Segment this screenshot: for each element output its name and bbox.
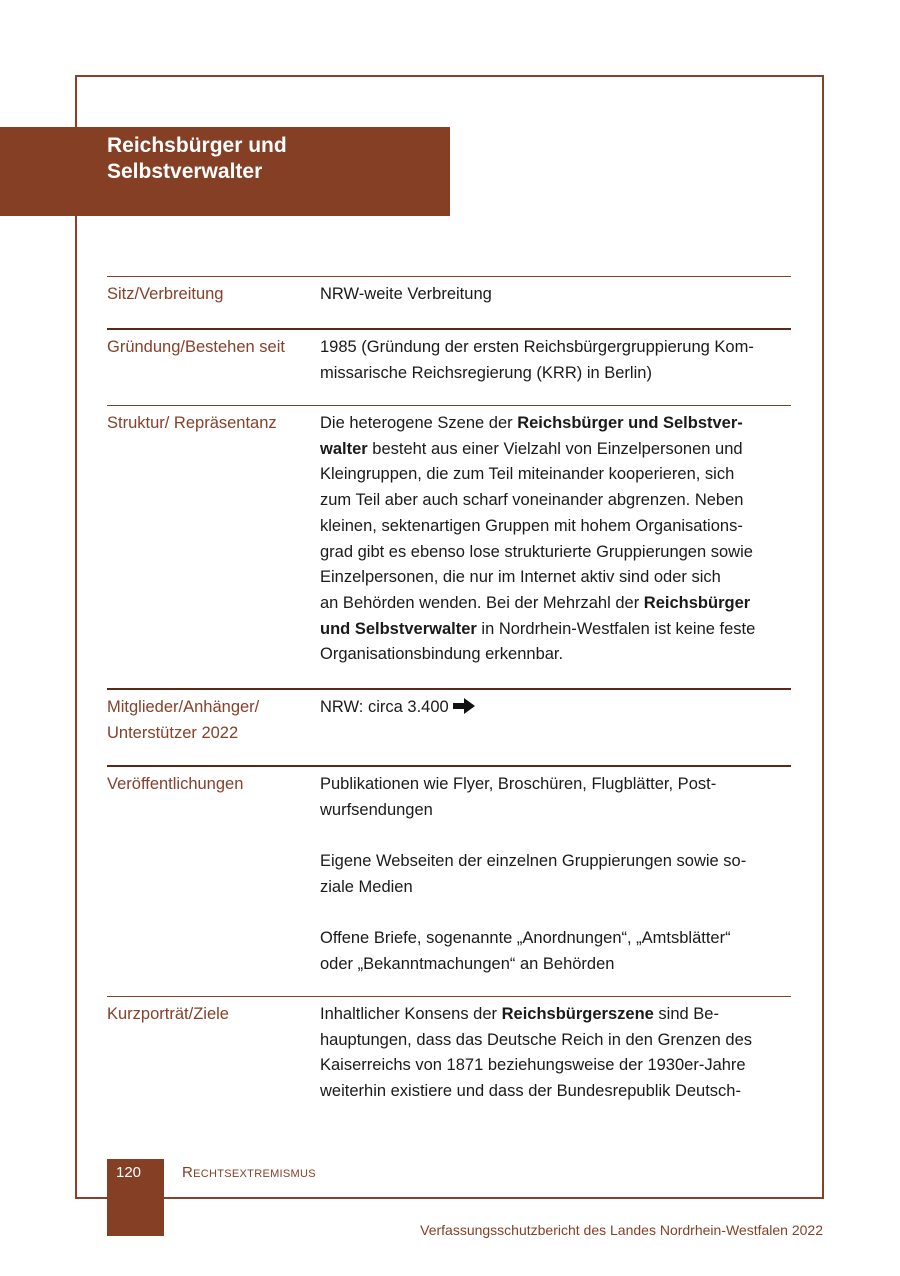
text-span: Die heterogene Szene der [320, 414, 518, 432]
table-row [107, 688, 791, 765]
bold-span: walter [320, 439, 368, 458]
row-value-sitz: NRW-weite Verbreitung [320, 285, 492, 303]
paragraph [320, 772, 791, 823]
paragraph [320, 849, 791, 900]
row-label-veroeffentlichungen: Veröffentlichungen [107, 775, 244, 793]
text-span: sind Be- [653, 1005, 719, 1023]
value-line: Kaiserreichs von 1871 beziehungsweise der 1930er-Jahre [320, 1056, 746, 1075]
label-line: Unterstützer 2022 [107, 723, 239, 742]
paragraph [320, 926, 791, 977]
member-count: NRW: circa 3.400 [320, 698, 449, 716]
value-line [320, 437, 791, 463]
row-value-gruendung [320, 330, 791, 405]
value-line: weiterhin existiere und dass der Bundesrepublik Deutsch- [320, 1082, 741, 1101]
row-value-struktur [320, 406, 791, 688]
row-label-kurzportraet: Kurzporträt/Ziele [107, 1005, 229, 1023]
value-line: Einzelpersonen, die nur im Internet aktiv sind oder sich [320, 568, 721, 587]
row-label-gruendung: Gründung/Bestehen seit [107, 338, 285, 356]
label-line: Mitglieder/Anhänger/ [107, 698, 260, 716]
bold-span: Reichsbürger und Selbstver- [517, 414, 743, 432]
title-line-1: Reichsbürger und [107, 134, 287, 157]
row-value-kurzportraet [320, 997, 791, 1105]
row-label-struktur: Struktur/ Repräsentanz [107, 414, 277, 432]
text-span: wurfsendungen [320, 800, 433, 819]
value-line: Kleingruppen, die zum Teil miteinander kooperieren, sich [320, 465, 735, 484]
text-span: an Behörden wenden. Bei der Mehrzahl der [320, 593, 644, 612]
profile-table [107, 276, 791, 1105]
text-span: Offene Briefe, sogenannte „Anordnungen“, „Amtsblätter“ [320, 929, 731, 948]
table-row [107, 996, 791, 1105]
value-line: Organisationsbindung erkennbar. [320, 645, 564, 664]
text-span: Eigene Webseiten der einzelnen Gruppierungen sowie so- [320, 852, 747, 871]
row-label-sitz: Sitz/Verbreitung [107, 285, 224, 303]
publication-title: Verfassungsschutzbericht des Landes Nordrhein-Westfalen 2022 [420, 1222, 823, 1238]
title-banner [0, 127, 450, 216]
text-span: Inhaltlicher Konsens der [320, 1005, 502, 1023]
page-number-box [107, 1159, 164, 1236]
table-row [107, 276, 791, 328]
value-line [320, 617, 791, 643]
value-line [320, 1002, 791, 1028]
text-span: besteht aus einer Vielzahl von Einzelpersonen und [367, 439, 743, 458]
value-line: grad gibt es ebenso lose strukturierte Gruppierungen sowie [320, 542, 753, 561]
title-line-2: Selbstverwalter [107, 160, 263, 183]
arrow-right-icon [453, 697, 475, 723]
text-span: oder „Bekanntmachungen“ an Behörden [320, 954, 615, 973]
value-line: 1985 (Gründung der ersten Reichsbürgergruppierung Kom- [320, 338, 754, 356]
table-row [107, 328, 791, 405]
row-label-mitglieder [107, 690, 320, 765]
text-span: ziale Medien [320, 877, 413, 896]
value-line: hauptungen, dass das Deutsche Reich in den Grenzen des [320, 1030, 753, 1049]
row-value-veroeffentlichungen [320, 767, 791, 996]
page-number: 120 [115, 1164, 142, 1181]
bold-span: Reichsbürger [643, 593, 751, 612]
table-row [107, 405, 791, 688]
bold-span: Reichsbürgerszene [501, 1005, 654, 1023]
text-span: in Nordrhein-Westfalen ist keine feste [476, 619, 756, 638]
value-line: kleinen, sektenartigen Gruppen mit hohem Organisations- [320, 516, 743, 535]
value-line [320, 591, 791, 617]
value-line [320, 411, 791, 437]
section-name: Rechtsextremismus [182, 1164, 316, 1181]
table-row [107, 765, 791, 996]
bold-span: und Selbstverwalter [320, 619, 477, 638]
value-line: zum Teil aber auch scharf voneinander abgrenzen. Neben [320, 491, 744, 510]
row-value-mitglieder [320, 690, 791, 765]
value-line: missarische Reichsregierung (KRR) in Berlin) [320, 363, 652, 382]
text-span: Publikationen wie Flyer, Broschüren, Flugblätter, Post- [320, 775, 717, 793]
